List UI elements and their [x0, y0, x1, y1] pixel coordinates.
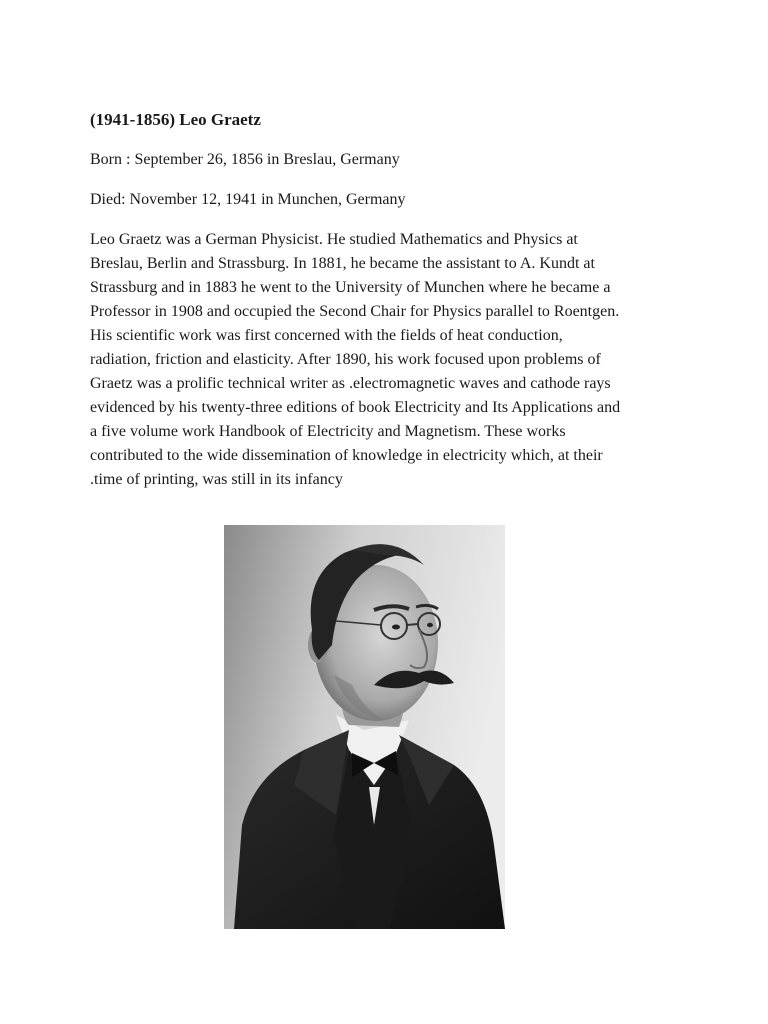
bio-line: Breslau, Berlin and Strassburg. In 1881, he became the assistant to A. Kundt at	[90, 255, 595, 272]
portrait-photo-icon	[224, 525, 505, 929]
bio-line: His scientific work was first concerned with the fields of heat conduction,	[90, 327, 563, 344]
bio-line: Professor in 1908 and occupied the Second Chair for Physics parallel to Roentgen.	[90, 303, 620, 320]
died-line: Died: November 12, 1941 in Munchen, Germany	[90, 191, 406, 208]
bio-line: contributed to the wide dissemination of knowledge in electricity which, at their	[90, 447, 603, 464]
document-body	[90, 108, 690, 492]
bio-line: a five volume work Handbook of Electricity and Magnetism. These works	[90, 423, 566, 440]
page-title: (1941-1856) Leo Graetz	[90, 110, 261, 129]
bio-line: Strassburg and in 1883 he went to the University of Munchen where he became a	[90, 279, 611, 296]
bio-line: evidenced by his twenty-three editions of book Electricity and Its Applications and	[90, 399, 621, 416]
bio-line: radiation, friction and elasticity. After 1890, his work focused upon problems of	[90, 351, 601, 368]
born-line: Born : September 26, 1856 in Breslau, Germany	[90, 151, 400, 168]
portrait-svg	[224, 525, 505, 929]
biography-paragraph	[90, 228, 690, 492]
portrait-eye	[392, 625, 400, 630]
portrait-glasses-bridge	[407, 624, 418, 625]
bio-line: .time of printing, was still in its infancy	[90, 471, 343, 488]
bio-line: Leo Graetz was a German Physicist. He studied Mathematics and Physics at	[90, 231, 578, 248]
portrait-eye-far	[427, 623, 433, 627]
bio-line: Graetz was a prolific technical writer as .electromagnetic waves and cathode rays	[90, 375, 611, 392]
